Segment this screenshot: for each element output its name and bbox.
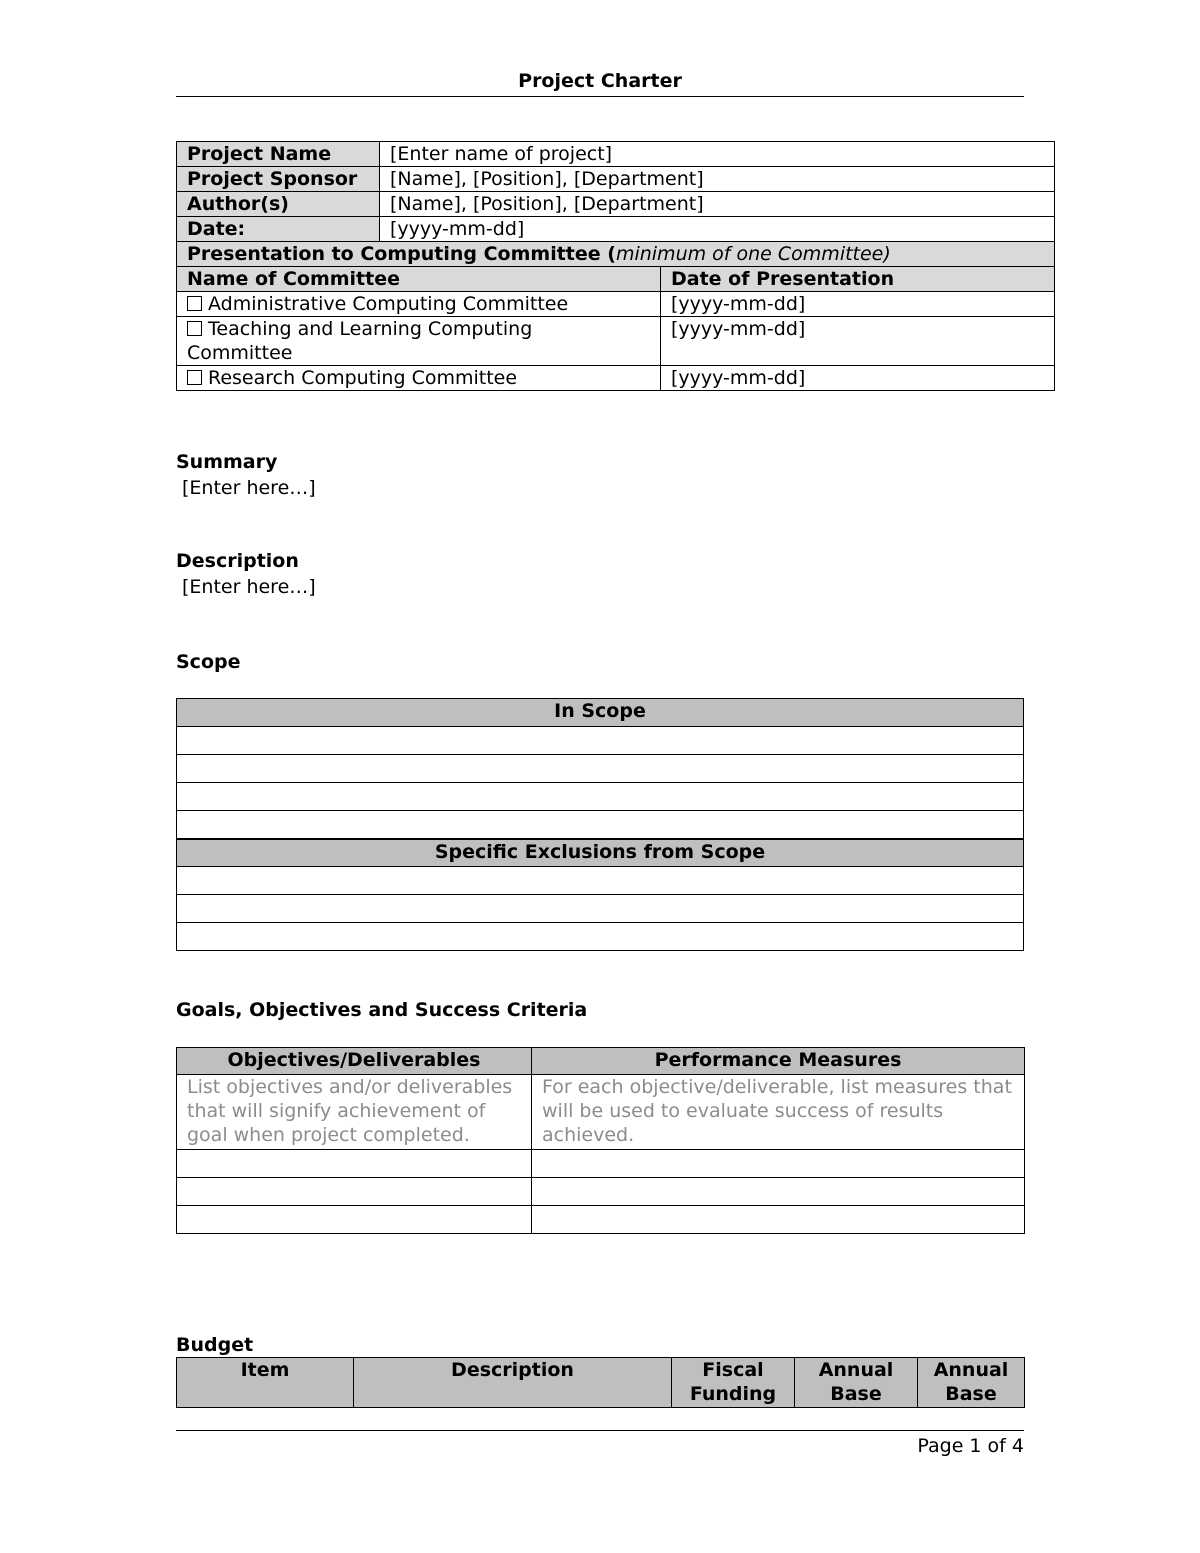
info-value[interactable]: [Name], [Position], [Department] xyxy=(380,192,1055,217)
budget-column-header: Description xyxy=(354,1358,672,1408)
date-column-header: Date of Presentation xyxy=(661,267,1055,292)
exclusion-cell[interactable] xyxy=(177,867,1024,895)
scope-row xyxy=(177,811,1024,839)
goals-row xyxy=(177,1150,1025,1178)
presentation-note: minimum of one Committee) xyxy=(615,243,891,265)
exclusion-cell[interactable] xyxy=(177,895,1024,923)
info-label: Project Name xyxy=(177,142,380,167)
budget-column-header: Annual Base xyxy=(795,1358,918,1408)
committee-date[interactable]: [yyyy-mm-dd] xyxy=(661,366,1055,391)
goals-header-row xyxy=(177,1048,1025,1075)
info-value[interactable]: [Enter name of project] xyxy=(380,142,1055,167)
goals-row xyxy=(177,1178,1025,1206)
budget-header-row xyxy=(177,1358,1025,1408)
exclusion-cell[interactable] xyxy=(177,923,1024,951)
scope-heading: Scope xyxy=(176,651,241,673)
exclusions-header-row xyxy=(177,839,1024,867)
measure-cell[interactable] xyxy=(532,1178,1025,1206)
committee-header-row xyxy=(177,267,1055,292)
committee-row xyxy=(177,317,1055,366)
committee-cell xyxy=(177,366,661,391)
measures-hint[interactable]: For each objective/deliverable, list measures that will be used to evaluate success of results achieved. xyxy=(532,1075,1025,1150)
measures-column-header: Performance Measures xyxy=(532,1048,1025,1075)
committee-name: Research Computing Committee xyxy=(208,367,518,389)
scope-cell[interactable] xyxy=(177,755,1024,783)
objective-cell[interactable] xyxy=(177,1150,532,1178)
footer-divider xyxy=(176,1430,1024,1431)
objectives-hint[interactable]: List objectives and/or deliverables that will signify achievement of goal when project completed. xyxy=(177,1075,532,1150)
info-label: Project Sponsor xyxy=(177,167,380,192)
checkbox-icon[interactable] xyxy=(187,370,202,385)
presentation-heading-row xyxy=(177,242,1055,267)
info-row-date xyxy=(177,217,1055,242)
goals-row xyxy=(177,1206,1025,1234)
presentation-heading xyxy=(177,242,1055,267)
budget-column-header: Annual Base xyxy=(918,1358,1025,1408)
project-info-table xyxy=(176,141,1055,391)
header-divider xyxy=(176,96,1024,97)
committee-date[interactable]: [yyyy-mm-dd] xyxy=(661,292,1055,317)
budget-table xyxy=(176,1357,1025,1408)
goals-table xyxy=(176,1047,1025,1234)
budget-column-header: Item xyxy=(177,1358,354,1408)
budget-heading: Budget xyxy=(176,1334,254,1356)
objective-cell[interactable] xyxy=(177,1178,532,1206)
committee-name: Administrative Computing Committee xyxy=(208,293,569,315)
scope-cell[interactable] xyxy=(177,727,1024,755)
info-row-authors xyxy=(177,192,1055,217)
description-heading: Description xyxy=(176,550,299,572)
info-label: Date: xyxy=(177,217,380,242)
objectives-column-header: Objectives/Deliverables xyxy=(177,1048,532,1075)
checkbox-icon[interactable] xyxy=(187,296,202,311)
page-number: Page 1 of 4 xyxy=(917,1435,1024,1457)
info-row-project-sponsor xyxy=(177,167,1055,192)
checkbox-icon[interactable] xyxy=(187,321,202,336)
info-label: Author(s) xyxy=(177,192,380,217)
committee-row xyxy=(177,292,1055,317)
committee-cell xyxy=(177,292,661,317)
presentation-heading-text: Presentation to Computing Committee ( xyxy=(187,243,616,265)
objective-cell[interactable] xyxy=(177,1206,532,1234)
exclusion-row xyxy=(177,867,1024,895)
scope-row xyxy=(177,783,1024,811)
in-scope-header: In Scope xyxy=(177,699,1024,727)
page-header-title: Project Charter xyxy=(518,70,682,92)
scope-table xyxy=(176,698,1024,951)
committee-date[interactable]: [yyyy-mm-dd] xyxy=(661,317,1055,366)
scope-row xyxy=(177,727,1024,755)
exclusion-row xyxy=(177,895,1024,923)
summary-heading: Summary xyxy=(176,451,278,473)
measure-cell[interactable] xyxy=(532,1206,1025,1234)
summary-body[interactable]: [Enter here…] xyxy=(182,477,316,499)
scope-cell[interactable] xyxy=(177,811,1024,839)
description-body[interactable]: [Enter here…] xyxy=(182,576,316,598)
exclusions-header: Specific Exclusions from Scope xyxy=(177,839,1024,867)
info-row-project-name xyxy=(177,142,1055,167)
committee-name: Teaching and Learning Computing Committee xyxy=(187,318,533,364)
goals-heading: Goals, Objectives and Success Criteria xyxy=(176,999,588,1021)
info-value[interactable]: [yyyy-mm-dd] xyxy=(380,217,1055,242)
budget-column-header: Fiscal Funding xyxy=(672,1358,795,1408)
info-value[interactable]: [Name], [Position], [Department] xyxy=(380,167,1055,192)
goals-hint-row xyxy=(177,1075,1025,1150)
scope-row xyxy=(177,755,1024,783)
committee-row xyxy=(177,366,1055,391)
exclusion-row xyxy=(177,923,1024,951)
measure-cell[interactable] xyxy=(532,1150,1025,1178)
scope-cell[interactable] xyxy=(177,783,1024,811)
committee-column-header: Name of Committee xyxy=(177,267,661,292)
in-scope-header-row xyxy=(177,699,1024,727)
committee-cell xyxy=(177,317,661,366)
